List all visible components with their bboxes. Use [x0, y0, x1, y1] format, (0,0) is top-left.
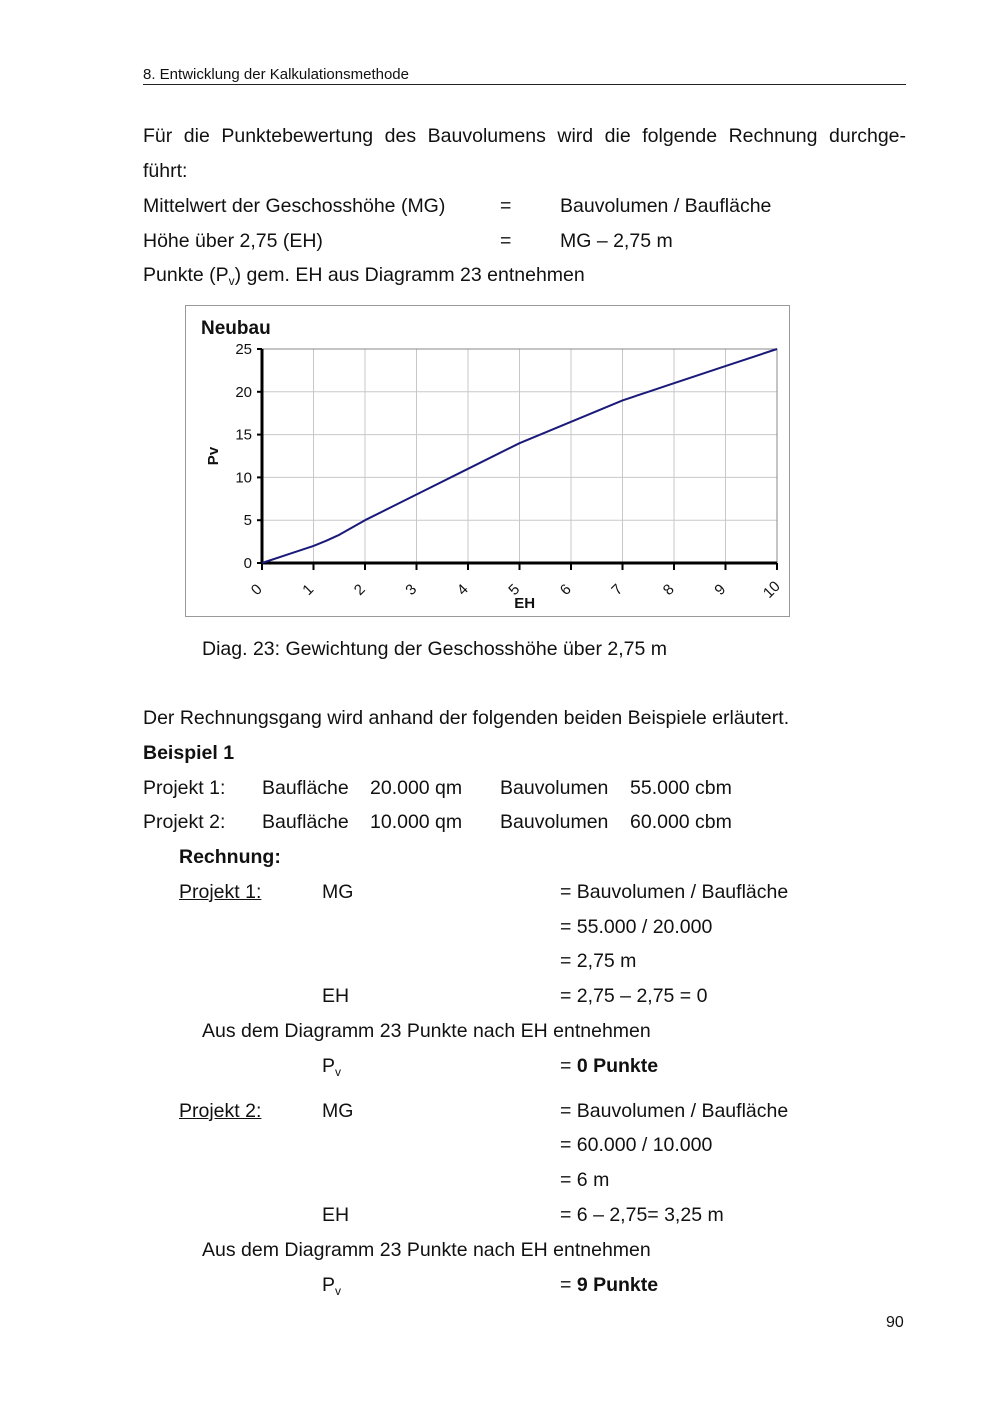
- project1-vol: 55.000 cbm: [630, 777, 732, 799]
- chart-container: [185, 305, 790, 617]
- project1-area-label: Baufläche: [262, 777, 349, 799]
- formula-mg-value: Bauvolumen / Baufläche: [560, 195, 772, 217]
- x-tick-label: 2: [350, 580, 369, 599]
- formula-eh-label: Höhe über 2,75 (EH): [143, 230, 323, 252]
- project1-vol-label: Bauvolumen: [500, 777, 609, 799]
- calc-p2-note: Aus dem Diagramm 23 Punkte nach EH entnehmen: [202, 1239, 651, 1261]
- line-chart: [186, 306, 791, 618]
- calc-p1-eh-label: EH: [322, 985, 350, 1007]
- calc-p1-mg-3: = 2,75 m: [560, 950, 637, 972]
- project2-area-label: Baufläche: [262, 811, 349, 833]
- calc-title: Rechnung:: [179, 846, 281, 868]
- formula-mg-label: Mittelwert der Geschosshöhe (MG): [143, 195, 446, 217]
- calc-p2-eh-label: EH: [322, 1204, 350, 1226]
- calc-p1-mg-1: = Bauvolumen / Baufläche: [560, 881, 789, 903]
- explanation: Der Rechnungsgang wird anhand der folgenden beiden Beispiele erläutert.: [143, 707, 790, 729]
- x-tick-label: 10: [759, 577, 784, 602]
- calc-p1-eh: = 2,75 – 2,75 = 0: [560, 985, 708, 1007]
- y-tick-label: 20: [235, 383, 252, 401]
- formula-eh-value: MG – 2,75 m: [560, 230, 673, 252]
- calc-p2-mg-label: MG: [322, 1100, 354, 1122]
- header-rule: [143, 84, 906, 85]
- x-tick-label: 4: [453, 580, 472, 599]
- formula-mg-eq: =: [500, 195, 512, 217]
- y-tick-label: 0: [243, 555, 252, 572]
- calc-p1-note: Aus dem Diagramm 23 Punkte nach EH entnehmen: [202, 1020, 651, 1042]
- example-title: Beispiel 1: [143, 742, 235, 764]
- x-tick-label: 6: [556, 580, 575, 599]
- chapter-header: 8. Entwicklung der Kalkulationsmethode: [143, 66, 409, 83]
- calc-p1-name: Projekt 1:: [179, 881, 262, 903]
- calc-p2-mg-1: = Bauvolumen / Baufläche: [560, 1100, 789, 1122]
- calc-p2-pv-label: $P_v$: [322, 1274, 342, 1298]
- points-instruction: Punkte $(P_v)$ gem. EH aus Diagramm 23 entnehmen: [143, 264, 585, 288]
- calc-p2-eh: = 6 – 2,75= 3,25 m: [560, 1204, 724, 1226]
- x-axis-label: EH: [514, 595, 536, 612]
- y-tick-label: 15: [235, 426, 252, 444]
- project2-vol-label: Bauvolumen: [500, 811, 609, 833]
- chart-title: Neubau: [201, 318, 271, 339]
- x-tick-label: 0: [247, 580, 266, 599]
- x-tick-label: 9: [711, 580, 730, 599]
- formula-eh-eq: =: [500, 230, 512, 252]
- chart-caption: Diag. 23: Gewichtung der Geschosshöhe über 2,75 m: [202, 638, 668, 660]
- intro-line-2: führt:: [143, 160, 188, 182]
- x-tick-label: 1: [299, 580, 318, 599]
- y-tick-label: 10: [235, 469, 252, 487]
- intro-line-1: Für die Punktebewertung des Bauvolumens wird die folgende Rechnung durchge-: [143, 125, 906, 147]
- calc-p2-mg-2: = 60.000 / 10.000: [560, 1134, 713, 1156]
- page-number: 90: [886, 1314, 904, 1331]
- calc-p2-name: Projekt 2:: [179, 1100, 262, 1122]
- x-tick-label: 5: [505, 580, 524, 599]
- project2-vol: 60.000 cbm: [630, 811, 732, 833]
- calc-p1-pv-label: $P_v$: [322, 1055, 342, 1079]
- project2-name: Projekt 2:: [143, 811, 226, 833]
- project1-name: Projekt 1:: [143, 777, 226, 799]
- calc-p2-pv-result: = 9 Punkte: [560, 1274, 659, 1296]
- project2-area: 10.000 qm: [370, 811, 463, 833]
- calc-p1-mg-label: MG: [322, 881, 354, 903]
- x-tick-label: 3: [402, 580, 421, 599]
- calc-p2-mg-3: = 6 m: [560, 1169, 610, 1191]
- y-axis-label: Pv: [205, 446, 222, 466]
- calc-p1-mg-2: = 55.000 / 20.000: [560, 916, 713, 938]
- project1-area: 20.000 qm: [370, 777, 463, 799]
- y-tick-label: 5: [243, 512, 252, 530]
- y-tick-label: 25: [235, 341, 252, 358]
- x-tick-label: 8: [659, 580, 678, 599]
- calc-p1-pv-result: = 0 Punkte: [560, 1055, 659, 1077]
- x-tick-label: 7: [608, 580, 627, 599]
